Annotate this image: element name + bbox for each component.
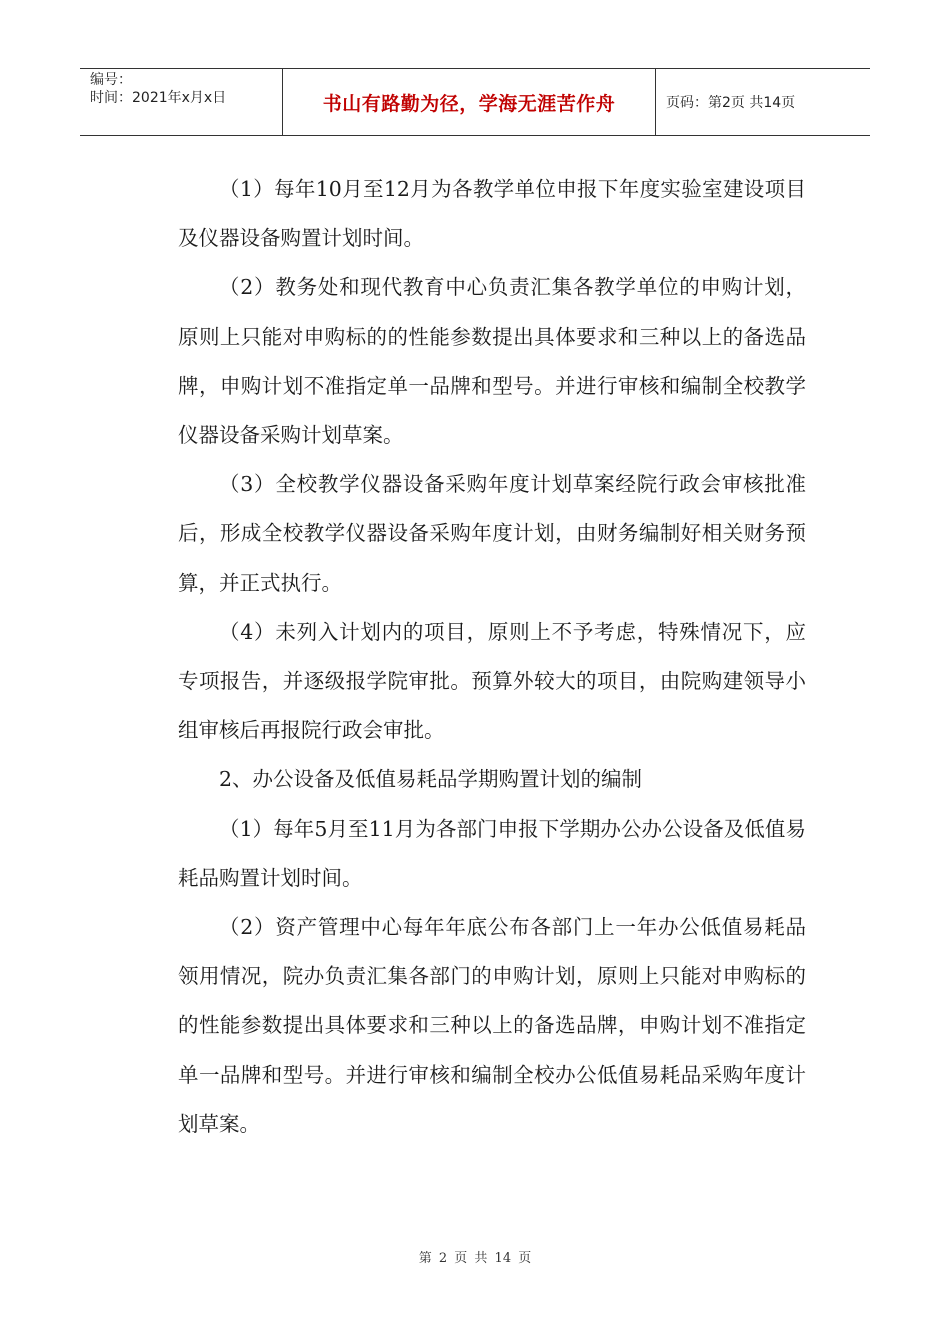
header-meta (80, 69, 283, 135)
paragraph: （1）每年5月至11月为各部门申报下学期办公办公设备及低值易耗品购置计划时间。 (178, 816, 806, 890)
doc-time-label: 时间：2021年x月x日 (90, 90, 227, 106)
document-body (178, 165, 806, 1149)
paragraph: （3）全校教学仪器设备采购年度计划草案经院行政会审核批准后，形成全校教学仪器设备采购年度计划，由财务编制好相关财务预算，并正式执行。 (178, 472, 806, 595)
doc-number-label: 编号： (90, 72, 132, 88)
page-footer: 第 2 页 共 14 页 (418, 1251, 532, 1266)
paragraph: （2）教务处和现代教育中心负责汇集各教学单位的申购计划，原则上只能对申购标的的性能参数提出具体要求和三种以上的备选品牌，申购计划不准指定单一品牌和型号。并进行审核和编制全校教学仪器设备采购计划草案。 (178, 275, 806, 448)
header-page-info: 页码：第2页 共14页 (666, 95, 796, 111)
page-header (80, 68, 870, 136)
paragraph: （1）每年10月至12月为各教学单位申报下年度实验室建设项目及仪器设备购置计划时间。 (178, 177, 806, 251)
paragraph: （4）未列入计划内的项目，原则上不予考虑，特殊情况下，应专项报告，并逐级报学院审批。预算外较大的项目，由院购建领导小组审核后再报院行政会审批。 (178, 619, 806, 743)
header-motto: 书山有路勤为径，学海无涯苦作舟 (283, 69, 656, 135)
paragraph: （2）资产管理中心每年年底公布各部门上一年办公低值易耗品领用情况，院办负责汇集各部门的申购计划，原则上只能对申购标的的性能参数提出具体要求和三种以上的备选品牌，申购计划不准指定单一品牌和型号。并进行审核和编制全校办公低值易耗品采购年度计划草案。 (178, 915, 806, 1136)
section-heading: 2、办公设备及低值易耗品学期购置计划的编制 (219, 767, 643, 792)
